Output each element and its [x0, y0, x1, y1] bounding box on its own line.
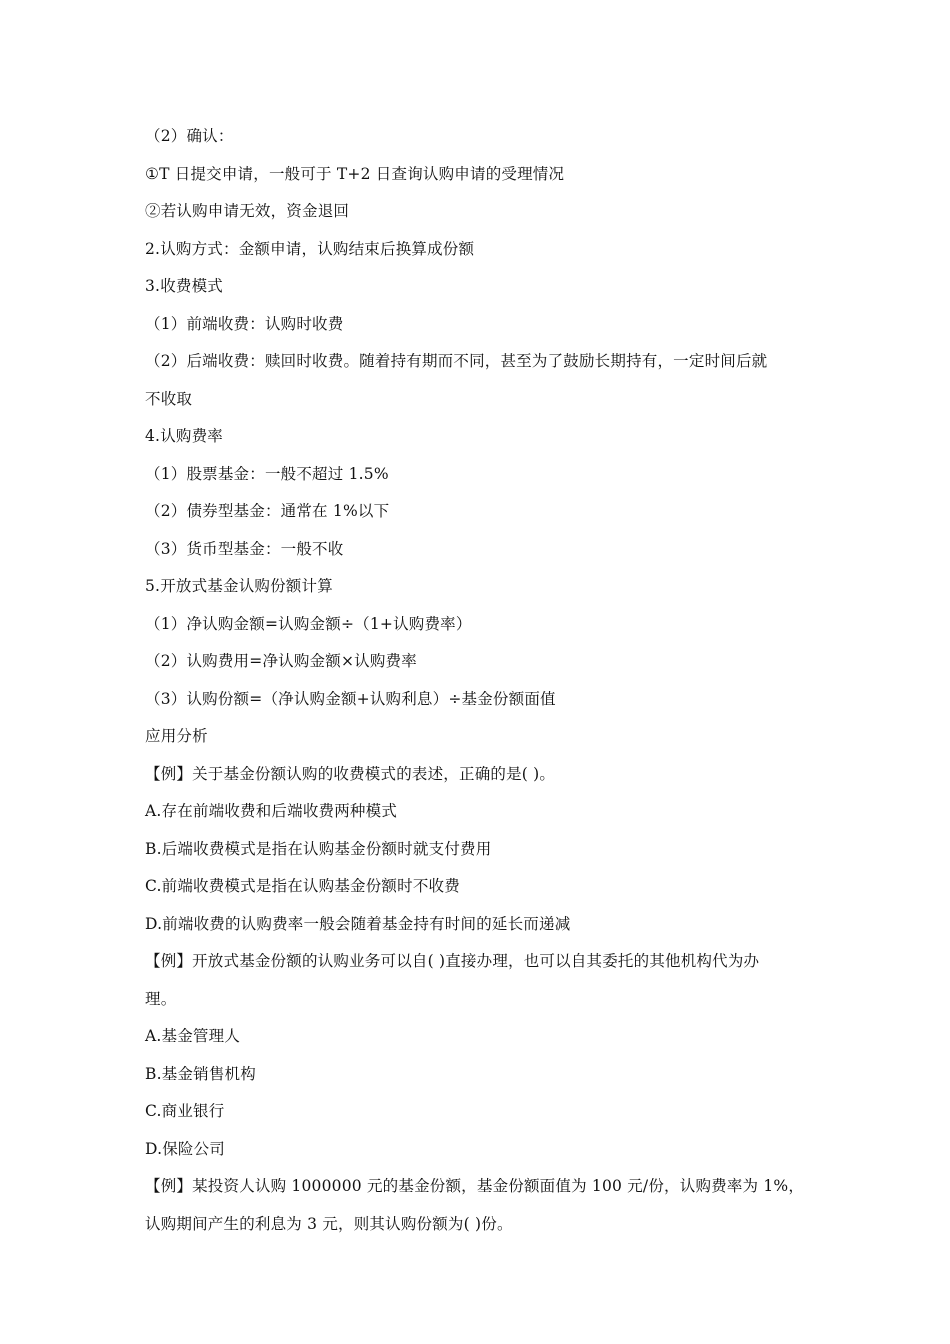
text-line: 不收取	[145, 389, 193, 408]
example-question: 【例】某投资人认购 1000000 元的基金份额，基金份额面值为 100 元/份，认购费率为 1%，	[145, 1177, 805, 1195]
section-heading: 应用分析	[145, 727, 208, 745]
formula-line: （2）认购费用=净认购金额×认购费率	[145, 652, 417, 670]
text-line: ②若认购申请无效，资金退回	[145, 202, 350, 220]
text-line: （3）货币型基金：一般不收	[145, 539, 344, 558]
text-line: （1）股票基金：一般不超过 1.5%	[145, 464, 389, 483]
answer-option: C.商业银行	[145, 1102, 225, 1120]
formula-line: （1）净认购金额=认购金额÷（1+认购费率）	[145, 614, 472, 633]
section-heading: 3.收费模式	[145, 277, 223, 295]
example-question: 认购期间产生的利息为 3 元，则其认购份额为( )份。	[145, 1214, 513, 1233]
text-line: （2）债券型基金：通常在 1%以下	[145, 502, 390, 520]
answer-option: B.后端收费模式是指在认购基金份额时就支付费用	[145, 839, 492, 858]
answer-option: A.基金管理人	[145, 1027, 241, 1045]
document-page	[145, 118, 815, 1243]
formula-line: （3）认购份额=（净认购金额+认购利息）÷基金份额面值	[145, 689, 556, 708]
text-line: ①T 日提交申请，一般可于 T+2 日查询认购申请的受理情况	[145, 164, 565, 183]
section-heading: 4.认购费率	[145, 427, 223, 445]
example-question: 理。	[145, 989, 177, 1008]
example-question: 【例】关于基金份额认购的收费模式的表述，正确的是( )。	[145, 764, 556, 783]
section-heading: 2.认购方式：金额申请，认购结束后换算成份额	[145, 239, 475, 258]
answer-option: D.保险公司	[145, 1139, 226, 1158]
answer-option: A.存在前端收费和后端收费两种模式	[145, 802, 398, 820]
example-question: 【例】开放式基金份额的认购业务可以自( )直接办理，也可以自其委托的其他机构代为办	[145, 952, 760, 970]
section-heading: 5.开放式基金认购份额计算	[145, 577, 333, 595]
text-line: （2）后端收费：赎回时收费。随着持有期而不同，甚至为了鼓励长期持有，一定时间后就	[145, 352, 768, 370]
answer-option: B.基金销售机构	[145, 1064, 256, 1083]
text-line: （1）前端收费：认购时收费	[145, 314, 344, 333]
answer-option: C.前端收费模式是指在认购基金份额时不收费	[145, 877, 460, 895]
text-line: （2）确认：	[145, 127, 234, 145]
answer-option: D.前端收费的认购费率一般会随着基金持有时间的延长而递减	[145, 914, 571, 933]
